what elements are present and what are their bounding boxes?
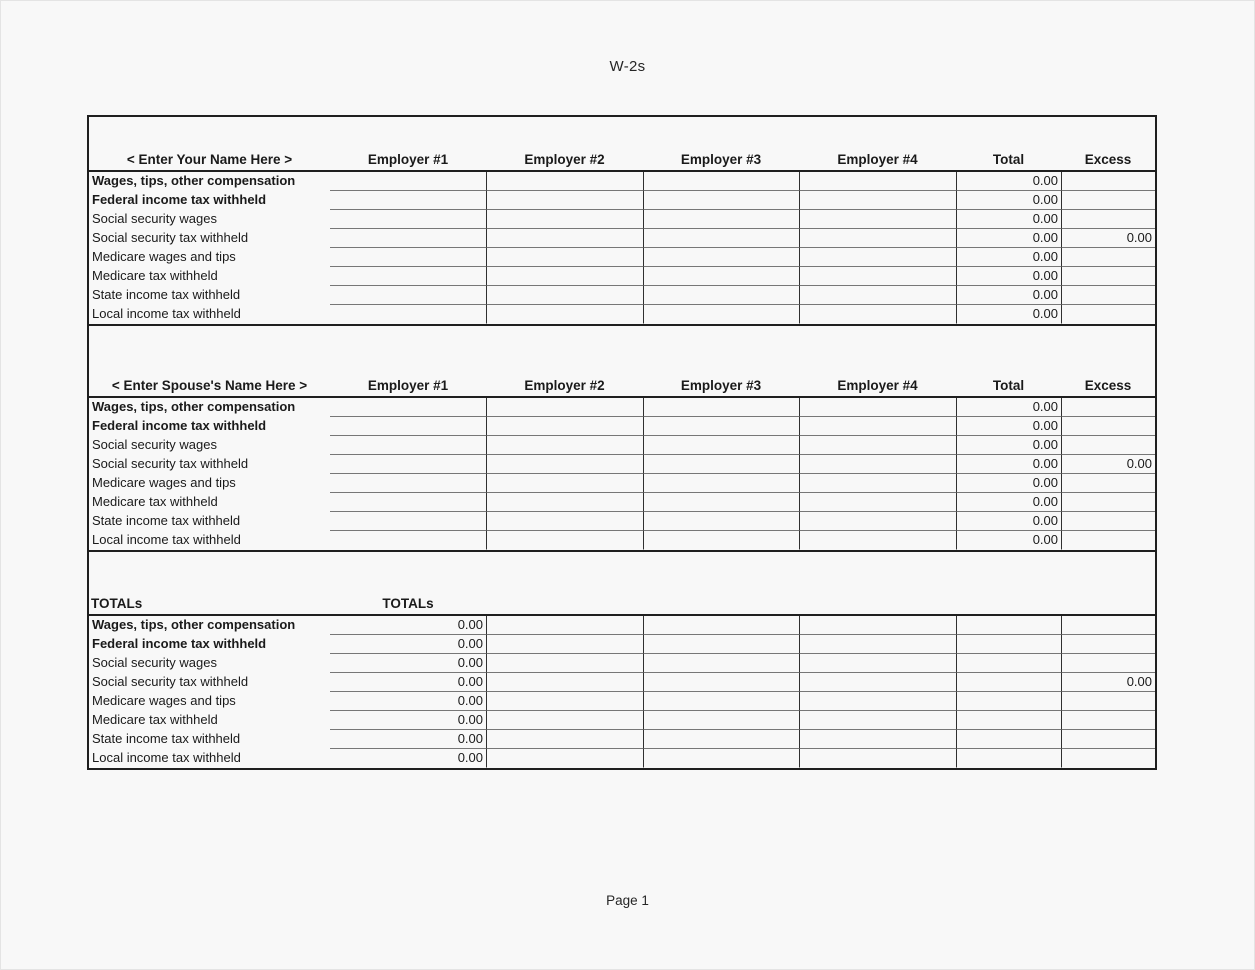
- employer3-cell[interactable]: [643, 191, 799, 210]
- row-label: Social security wages: [92, 437, 217, 452]
- your-name-placeholder[interactable]: < Enter Your Name Here >: [126, 152, 293, 167]
- w2-worksheet: [87, 115, 1157, 770]
- total-cell: [956, 749, 1061, 768]
- spouse-section-header: [89, 371, 1155, 398]
- employer2-cell[interactable]: [486, 191, 643, 210]
- employer3-cell[interactable]: [643, 305, 799, 324]
- employer3-cell[interactable]: [643, 248, 799, 267]
- excess-column-header: Excess: [1084, 378, 1132, 393]
- employer1-cell[interactable]: [330, 531, 486, 550]
- totals-section-header: [89, 591, 1155, 616]
- employer4-cell[interactable]: [799, 512, 956, 531]
- excess-cell: [1061, 616, 1155, 635]
- employer3-cell: [643, 635, 799, 654]
- employer1-cell: 0.00: [330, 673, 486, 692]
- employer3-column-header: Employer #3: [680, 378, 762, 393]
- employer2-cell[interactable]: [486, 455, 643, 474]
- total-cell: 0.00: [956, 398, 1061, 417]
- excess-cell[interactable]: 0.00: [1061, 455, 1155, 474]
- excess-cell[interactable]: [1061, 172, 1155, 191]
- employer4-cell: [799, 692, 956, 711]
- employer3-cell[interactable]: [643, 493, 799, 512]
- employer4-cell[interactable]: [799, 267, 956, 286]
- employer1-cell: 0.00: [330, 616, 486, 635]
- table-row: [89, 711, 1155, 730]
- total-cell: [956, 730, 1061, 749]
- table-row: [89, 749, 1155, 768]
- employer2-column-header: Employer #2: [524, 378, 605, 393]
- excess-cell[interactable]: [1061, 305, 1155, 324]
- table-row: [89, 417, 1155, 436]
- your-section-header: [89, 145, 1155, 172]
- row-label: Wages, tips, other compensation: [92, 173, 296, 188]
- employer2-cell[interactable]: [486, 286, 643, 305]
- employer1-cell[interactable]: [330, 191, 486, 210]
- table-row: [89, 286, 1155, 305]
- employer1-cell: 0.00: [330, 654, 486, 673]
- page-number: Page 1: [606, 893, 649, 908]
- total-cell: 0.00: [956, 286, 1061, 305]
- employer2-cell: [486, 711, 643, 730]
- employer1-cell[interactable]: [330, 172, 486, 191]
- table-row: [89, 436, 1155, 455]
- row-label: Medicare wages and tips: [92, 693, 236, 708]
- employer4-cell: [799, 749, 956, 768]
- total-cell: [956, 616, 1061, 635]
- total-cell: [956, 654, 1061, 673]
- employer4-cell[interactable]: [799, 531, 956, 550]
- total-cell: 0.00: [956, 305, 1061, 324]
- employer3-column-header: Employer #3: [680, 152, 762, 167]
- employer1-column-header: Employer #1: [367, 152, 449, 167]
- employer2-cell: [486, 635, 643, 654]
- employer4-cell[interactable]: [799, 172, 956, 191]
- employer4-cell[interactable]: [799, 474, 956, 493]
- excess-cell: [1061, 692, 1155, 711]
- table-row: [89, 398, 1155, 417]
- employer3-cell: [643, 711, 799, 730]
- employer4-cell[interactable]: [799, 305, 956, 324]
- total-cell: 0.00: [956, 267, 1061, 286]
- excess-cell[interactable]: 0.00: [1061, 229, 1155, 248]
- employer4-cell[interactable]: [799, 191, 956, 210]
- employer4-cell[interactable]: [799, 417, 956, 436]
- total-cell: 0.00: [956, 474, 1061, 493]
- excess-cell: [1061, 654, 1155, 673]
- total-cell: 0.00: [956, 436, 1061, 455]
- spouse-w2-table: [89, 398, 1155, 552]
- employer4-column-header: Employer #4: [837, 378, 918, 393]
- row-label: Medicare tax withheld: [92, 712, 218, 727]
- employer3-cell: [643, 654, 799, 673]
- row-label: State income tax withheld: [92, 731, 241, 746]
- employer2-cell[interactable]: [486, 305, 643, 324]
- row-label: Medicare wages and tips: [92, 475, 236, 490]
- totals-column-header: TOTALs: [382, 596, 434, 611]
- table-row: [89, 248, 1155, 267]
- employer3-cell[interactable]: [643, 512, 799, 531]
- row-label: Social security wages: [92, 211, 217, 226]
- employer3-cell[interactable]: [643, 474, 799, 493]
- table-row: [89, 172, 1155, 191]
- excess-cell: 0.00: [1061, 673, 1155, 692]
- employer1-cell[interactable]: [330, 398, 486, 417]
- table-row: [89, 673, 1155, 692]
- employer1-column-header: Employer #1: [367, 378, 449, 393]
- employer4-cell: [799, 635, 956, 654]
- employer4-cell[interactable]: [799, 398, 956, 417]
- table-row: [89, 616, 1155, 635]
- employer4-cell[interactable]: [799, 210, 956, 229]
- employer1-cell[interactable]: [330, 229, 486, 248]
- employer3-cell[interactable]: [643, 229, 799, 248]
- excess-column-header: Excess: [1084, 152, 1132, 167]
- table-row: [89, 654, 1155, 673]
- total-cell: 0.00: [956, 531, 1061, 550]
- row-label: Social security wages: [92, 655, 217, 670]
- row-label: Social security tax withheld: [92, 456, 249, 471]
- employer3-cell[interactable]: [643, 436, 799, 455]
- total-cell: [956, 673, 1061, 692]
- employer1-cell[interactable]: [330, 474, 486, 493]
- employer2-cell[interactable]: [486, 531, 643, 550]
- table-row: [89, 210, 1155, 229]
- employer1-cell[interactable]: [330, 436, 486, 455]
- employer1-cell[interactable]: [330, 248, 486, 267]
- employer4-cell: [799, 654, 956, 673]
- excess-cell[interactable]: [1061, 286, 1155, 305]
- employer2-cell[interactable]: [486, 267, 643, 286]
- employer3-cell[interactable]: [643, 417, 799, 436]
- employer4-cell: [799, 673, 956, 692]
- employer2-cell[interactable]: [486, 436, 643, 455]
- excess-cell[interactable]: [1061, 191, 1155, 210]
- excess-cell[interactable]: [1061, 248, 1155, 267]
- row-label: State income tax withheld: [92, 513, 241, 528]
- totals-table: [89, 616, 1155, 768]
- employer2-cell: [486, 692, 643, 711]
- employer2-cell[interactable]: [486, 248, 643, 267]
- employer2-cell[interactable]: [486, 512, 643, 531]
- employer2-cell[interactable]: [486, 493, 643, 512]
- row-label: Social security tax withheld: [92, 230, 249, 245]
- spacer: [89, 117, 1155, 145]
- row-label: Medicare tax withheld: [92, 494, 218, 509]
- excess-cell[interactable]: [1061, 417, 1155, 436]
- spacer: [89, 326, 1155, 371]
- table-row: [89, 692, 1155, 711]
- employer4-cell[interactable]: [799, 248, 956, 267]
- total-cell: [956, 692, 1061, 711]
- excess-cell: [1061, 749, 1155, 768]
- excess-cell: [1061, 730, 1155, 749]
- excess-cell[interactable]: [1061, 531, 1155, 550]
- employer3-cell[interactable]: [643, 398, 799, 417]
- total-column-header: Total: [992, 152, 1025, 167]
- row-label: Wages, tips, other compensation: [92, 399, 296, 414]
- totals-label: TOTALs: [91, 596, 143, 611]
- excess-cell[interactable]: [1061, 398, 1155, 417]
- employer2-column-header: Employer #2: [524, 152, 605, 167]
- table-row: [89, 229, 1155, 248]
- total-column-header: Total: [992, 378, 1025, 393]
- your-w2-table: [89, 172, 1155, 326]
- total-cell: [956, 711, 1061, 730]
- table-row: [89, 512, 1155, 531]
- total-cell: 0.00: [956, 417, 1061, 436]
- employer3-cell[interactable]: [643, 455, 799, 474]
- row-label: Social security tax withheld: [92, 674, 249, 689]
- table-row: [89, 730, 1155, 749]
- total-cell: 0.00: [956, 229, 1061, 248]
- employer4-cell[interactable]: [799, 436, 956, 455]
- table-row: [89, 455, 1155, 474]
- employer1-cell: 0.00: [330, 635, 486, 654]
- employer2-cell: [486, 616, 643, 635]
- employer4-cell[interactable]: [799, 455, 956, 474]
- table-row: [89, 635, 1155, 654]
- excess-cell[interactable]: [1061, 512, 1155, 531]
- employer4-cell[interactable]: [799, 229, 956, 248]
- spouse-name-placeholder[interactable]: < Enter Spouse's Name Here >: [111, 378, 308, 393]
- employer2-cell: [486, 749, 643, 768]
- excess-cell: [1061, 635, 1155, 654]
- employer3-cell[interactable]: [643, 286, 799, 305]
- excess-cell[interactable]: [1061, 474, 1155, 493]
- row-label: Federal income tax withheld: [92, 192, 267, 207]
- employer3-cell[interactable]: [643, 172, 799, 191]
- employer1-cell: 0.00: [330, 711, 486, 730]
- employer3-cell: [643, 730, 799, 749]
- employer4-cell: [799, 730, 956, 749]
- row-label: Federal income tax withheld: [92, 418, 267, 433]
- employer1-cell[interactable]: [330, 512, 486, 531]
- employer3-cell: [643, 616, 799, 635]
- excess-cell[interactable]: [1061, 436, 1155, 455]
- employer1-cell: 0.00: [330, 730, 486, 749]
- employer2-cell: [486, 654, 643, 673]
- spacer: [89, 552, 1155, 591]
- employer2-cell[interactable]: [486, 398, 643, 417]
- employer4-cell[interactable]: [799, 286, 956, 305]
- total-cell: 0.00: [956, 455, 1061, 474]
- employer2-cell[interactable]: [486, 172, 643, 191]
- employer1-cell: 0.00: [457, 750, 483, 765]
- employer1-cell[interactable]: [330, 286, 486, 305]
- employer2-cell[interactable]: [486, 229, 643, 248]
- total-cell: 0.00: [956, 493, 1061, 512]
- row-label: Federal income tax withheld: [92, 636, 267, 651]
- table-row: [89, 305, 1155, 324]
- employer2-cell[interactable]: [486, 417, 643, 436]
- total-cell: 0.00: [956, 191, 1061, 210]
- employer1-cell[interactable]: [330, 210, 486, 229]
- employer1-cell[interactable]: [330, 417, 486, 436]
- employer3-cell: [643, 749, 799, 768]
- excess-cell[interactable]: [1061, 210, 1155, 229]
- employer1-cell[interactable]: [330, 455, 486, 474]
- total-cell: 0.00: [956, 210, 1061, 229]
- employer4-cell: [799, 616, 956, 635]
- row-label: Medicare wages and tips: [92, 249, 236, 264]
- table-row: [89, 474, 1155, 493]
- table-row: [89, 267, 1155, 286]
- employer2-cell[interactable]: [486, 474, 643, 493]
- employer4-cell: [799, 711, 956, 730]
- table-row: [89, 531, 1155, 550]
- total-cell: 0.00: [956, 512, 1061, 531]
- row-label: State income tax withheld: [92, 287, 241, 302]
- employer2-cell: [486, 730, 643, 749]
- employer1-cell[interactable]: [330, 267, 486, 286]
- employer3-cell: [643, 692, 799, 711]
- total-cell: [956, 635, 1061, 654]
- row-label: Local income tax withheld: [92, 306, 241, 321]
- excess-cell[interactable]: [1061, 493, 1155, 512]
- employer2-cell[interactable]: [486, 210, 643, 229]
- employer4-cell[interactable]: [799, 493, 956, 512]
- employer1-cell[interactable]: [330, 493, 486, 512]
- employer2-cell: [486, 673, 643, 692]
- employer1-cell: 0.00: [330, 692, 486, 711]
- row-label: Wages, tips, other compensation: [92, 617, 296, 632]
- total-cell: 0.00: [956, 248, 1061, 267]
- table-row: [89, 493, 1155, 512]
- employer4-column-header: Employer #4: [837, 152, 918, 167]
- employer3-cell: [643, 673, 799, 692]
- employer3-cell[interactable]: [643, 531, 799, 550]
- employer3-cell[interactable]: [643, 210, 799, 229]
- total-cell: 0.00: [956, 172, 1061, 191]
- employer1-cell[interactable]: [330, 305, 486, 324]
- document-title: W-2s: [609, 58, 646, 75]
- employer3-cell[interactable]: [643, 267, 799, 286]
- excess-cell: [1061, 711, 1155, 730]
- excess-cell[interactable]: [1061, 267, 1155, 286]
- row-label: Local income tax withheld: [92, 532, 241, 547]
- row-label: Local income tax withheld: [92, 750, 241, 765]
- table-row: [89, 191, 1155, 210]
- row-label: Medicare tax withheld: [92, 268, 218, 283]
